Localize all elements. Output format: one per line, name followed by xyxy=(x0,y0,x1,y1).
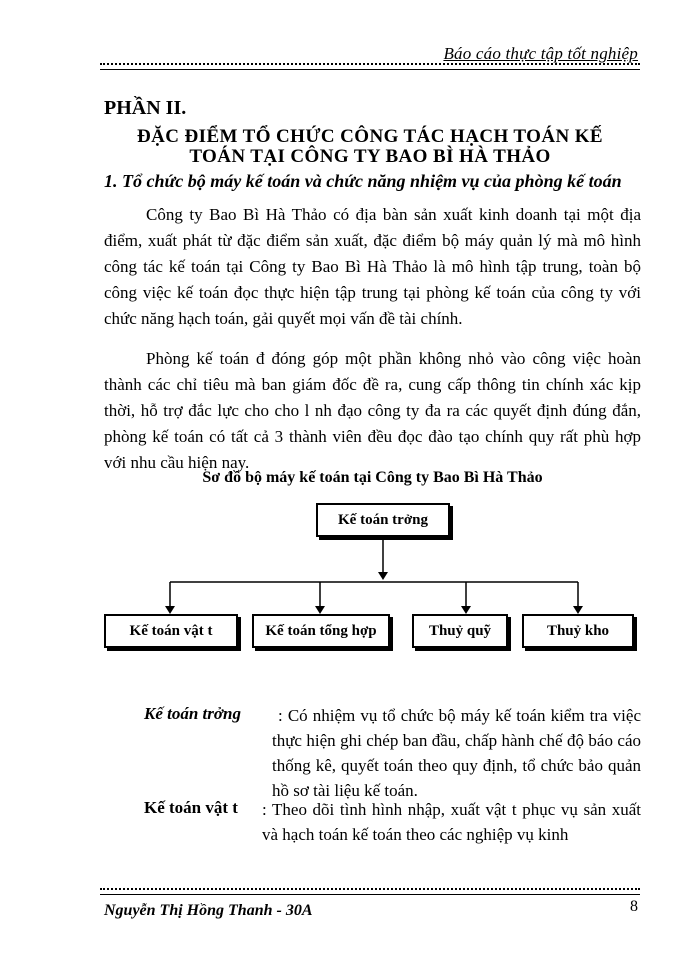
header-title: Báo cáo thực tập tốt nghiệp xyxy=(443,44,638,63)
org-box-chief-accountant: Kế toán trởng xyxy=(316,503,450,537)
main-title-line1: ĐẶC ĐIỂM TỔ CHỨC CÔNG TÁC HẠCH TOÁN KẾ xyxy=(137,126,603,147)
definition-term-1: Kế toán trởng xyxy=(144,704,241,723)
paragraph-1: Công ty Bao Bì Hà Thảo có địa bàn sản xuất kinh doanh tại một địa điểm, xuất phát từ đặc điểm sản xuất, đặc điểm bộ máy quản lý mà mô hình công tác kế toán tại Công ty Bao Bì Hà Thảo là mô hình tập trung, toàn bộ công việc kế toán đọc thực hiện tập trung tại phòng kế toán của công ty với chức năng hạch toán, gải quyết mọi vấn đề tài chính. xyxy=(104,205,641,328)
paragraph-2: Phòng kế toán đ đóng góp một phần không nhỏ vào công việc hoàn thành các chỉ tiêu mà ban giám đốc đề ra, cung cấp thông tin chính xác kịp thời, hỗ trợ đắc lực cho cho l nh đạo công ty đa ra các quyết định đúng đắn, phòng kế toán có tất cả 3 thành viên đều đọc đào tạo chính quy rất phù hợp với nhu cầu hiện nay. xyxy=(104,349,641,472)
section-heading: 1. Tổ chức bộ máy kế toán và chức năng nhiệm vụ của phòng kế toán xyxy=(104,171,622,191)
footer-rule xyxy=(100,888,640,895)
definition-term-2: Kế toán vật t xyxy=(144,798,238,817)
page-number: 8 xyxy=(630,898,638,915)
org-box-warehouse-keeper: Thuỷ kho xyxy=(522,614,634,648)
definition-text-1-body: : Có nhiệm vụ tổ chức bộ máy kế toán kiểm tra việc thực hiện ghi chép ban đầu, chấp hành chế độ báo cáo thống kê, quyết toán theo quy định, tổ chức bảo quản hồ sơ tài liệu kế toán. xyxy=(272,706,641,800)
definition-text-2-body: : Theo dõi tình hình nhập, xuất vật t phục vụ sản xuất và hạch toán kế toán theo các nghiệp vụ kinh xyxy=(262,800,641,844)
main-title-line2: TOÁN TẠI CÔNG TY BAO BÌ HÀ THẢO xyxy=(189,146,551,167)
footer-author: Nguyễn Thị Hồng Thanh - 30A xyxy=(104,902,313,919)
org-box-general-accountant: Kế toán tổng hợp xyxy=(252,614,390,648)
org-box-materials-accountant: Kế toán vật t xyxy=(104,614,238,648)
arrowhead-child-3 xyxy=(461,606,471,614)
arrowhead-child-2 xyxy=(315,606,325,614)
arrowhead-child-1 xyxy=(165,606,175,614)
diagram-title: Sơ đồ bộ máy kế toán tại Công ty Bao Bì Hà Thảo xyxy=(202,469,543,486)
org-box-cashier: Thuỷ quỹ xyxy=(412,614,508,648)
part-heading: PHẦN II. xyxy=(104,97,187,119)
definition-text-1 xyxy=(272,703,641,803)
definition-text-2 xyxy=(262,797,641,847)
arrowhead-child-4 xyxy=(573,606,583,614)
arrowhead-root xyxy=(378,572,388,580)
